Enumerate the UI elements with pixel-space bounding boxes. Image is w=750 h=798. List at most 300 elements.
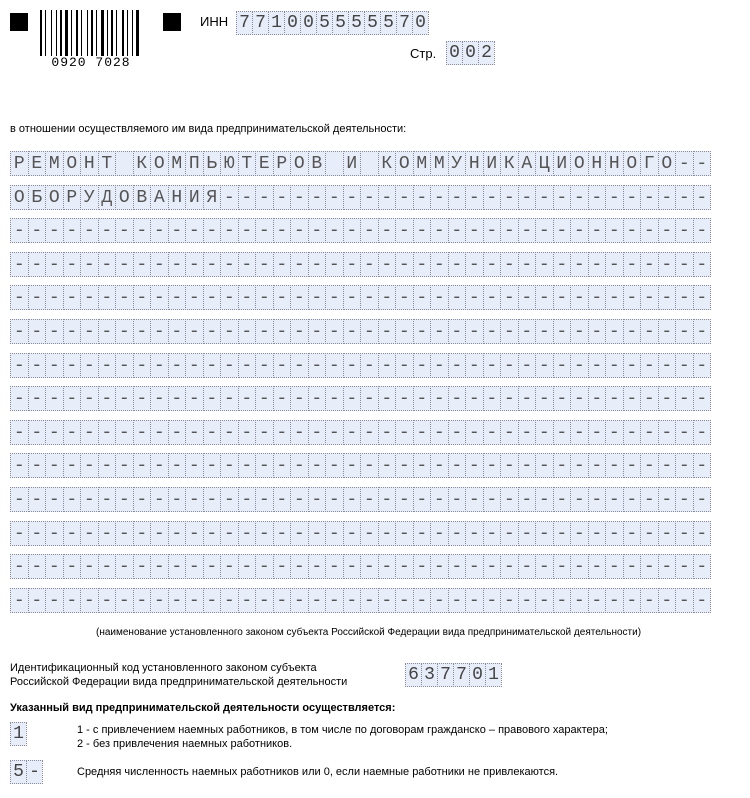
activity-char-cell: -: [535, 185, 554, 210]
activity-char-cell: -: [325, 420, 344, 445]
activity-char-cell: -: [150, 353, 169, 378]
activity-char-cell: -: [273, 487, 292, 512]
activity-char-cell: -: [80, 252, 99, 277]
inn-digit-cell: 1: [268, 11, 285, 35]
activity-char-cell: -: [255, 285, 274, 310]
activity-char-cell: -: [588, 420, 607, 445]
activity-char-cell: -: [273, 420, 292, 445]
activity-char-cell: -: [28, 285, 47, 310]
activity-char-cell: [325, 151, 344, 176]
activity-char-cell: -: [658, 319, 677, 344]
activity-char-cell: -: [553, 487, 572, 512]
activity-char-cell: -: [658, 386, 677, 411]
activity-char-cell: -: [640, 588, 659, 613]
activity-char-cell: -: [10, 487, 29, 512]
activity-char-cell: -: [325, 588, 344, 613]
activity-char-cell: -: [675, 252, 694, 277]
activity-char-cell: -: [10, 252, 29, 277]
activity-char-cell: -: [483, 218, 502, 243]
activity-char-cell: -: [255, 218, 274, 243]
activity-char-cell: -: [623, 487, 642, 512]
activity-char-cell: -: [308, 453, 327, 478]
activity-char-cell: -: [483, 521, 502, 546]
activity-char-cell: -: [465, 521, 484, 546]
activity-char-cell: -: [168, 487, 187, 512]
activity-char-cell: -: [658, 252, 677, 277]
page-number-field: [446, 41, 494, 65]
inn-digit-cell: 5: [364, 11, 381, 35]
activity-char-cell: -: [185, 319, 204, 344]
activity-char-cell: -: [413, 588, 432, 613]
activity-char-cell: -: [605, 554, 624, 579]
activity-char-cell: -: [255, 487, 274, 512]
activity-char-cell: -: [28, 588, 47, 613]
activity-char-cell: Я: [203, 185, 222, 210]
activity-char-cell: -: [168, 386, 187, 411]
activity-char-cell: -: [588, 353, 607, 378]
activity-char-cell: -: [45, 487, 64, 512]
activity-char-cell: -: [290, 521, 309, 546]
activity-char-cell: -: [220, 252, 239, 277]
activity-char-cell: -: [448, 353, 467, 378]
activity-char-cell: -: [45, 218, 64, 243]
activity-char-cell: -: [623, 218, 642, 243]
activity-char-cell: -: [570, 252, 589, 277]
activity-char-cell: -: [273, 386, 292, 411]
activity-char-cell: -: [325, 453, 344, 478]
activity-char-cell: -: [448, 386, 467, 411]
activity-char-cell: -: [360, 386, 379, 411]
activity-char-cell: -: [308, 319, 327, 344]
activity-char-cell: -: [80, 487, 99, 512]
activity-char-cell: -: [413, 521, 432, 546]
activity-char-cell: -: [413, 420, 432, 445]
activity-char-cell: -: [238, 588, 257, 613]
activity-char-cell: -: [448, 420, 467, 445]
activity-char-cell: -: [308, 285, 327, 310]
activity-char-cell: -: [185, 218, 204, 243]
activity-char-cell: -: [570, 453, 589, 478]
activity-char-cell: -: [115, 386, 134, 411]
activity-char-cell: -: [605, 319, 624, 344]
activity-char-cell: -: [115, 588, 134, 613]
activity-char-cell: -: [325, 521, 344, 546]
activity-char-cell: -: [10, 353, 29, 378]
activity-char-cell: -: [413, 453, 432, 478]
activity-char-cell: -: [588, 453, 607, 478]
activity-char-cell: -: [500, 554, 519, 579]
activity-char-cell: -: [395, 353, 414, 378]
activity-char-cell: -: [238, 386, 257, 411]
activity-char-cell: -: [150, 453, 169, 478]
activity-char-cell: -: [133, 319, 152, 344]
activity-char-cell: -: [623, 521, 642, 546]
activity-char-cell: -: [465, 386, 484, 411]
activity-char-cell: -: [63, 285, 82, 310]
activity-char-cell: -: [238, 453, 257, 478]
activity-char-cell: -: [273, 218, 292, 243]
activity-char-cell: -: [430, 319, 449, 344]
id-code-digit-cell: 1: [485, 663, 502, 687]
activity-char-cell: -: [448, 185, 467, 210]
activity-line: [10, 151, 750, 176]
activity-char-cell: -: [395, 386, 414, 411]
activity-char-cell: -: [80, 319, 99, 344]
activity-char-cell: -: [483, 420, 502, 445]
activity-char-cell: -: [483, 453, 502, 478]
activity-char-cell: -: [553, 218, 572, 243]
activity-char-cell: О: [290, 151, 309, 176]
activity-char-cell: М: [168, 151, 187, 176]
activity-char-cell: -: [378, 319, 397, 344]
activity-char-cell: -: [378, 185, 397, 210]
activity-char-cell: -: [63, 386, 82, 411]
activity-char-cell: -: [343, 487, 362, 512]
activity-char-cell: М: [413, 151, 432, 176]
activity-char-cell: -: [133, 353, 152, 378]
activity-char-cell: -: [220, 521, 239, 546]
activity-char-cell: -: [430, 218, 449, 243]
activity-char-cell: -: [28, 218, 47, 243]
id-code-field: [405, 663, 501, 687]
activity-char-cell: -: [395, 285, 414, 310]
activity-char-cell: -: [308, 386, 327, 411]
activity-char-cell: -: [658, 285, 677, 310]
activity-char-cell: -: [255, 252, 274, 277]
activity-char-cell: -: [80, 353, 99, 378]
activity-char-cell: -: [308, 521, 327, 546]
activity-char-cell: -: [343, 218, 362, 243]
activity-char-cell: -: [10, 420, 29, 445]
inn-digit-cell: 5: [380, 11, 397, 35]
activity-line: [10, 588, 750, 613]
activity-char-cell: -: [518, 218, 537, 243]
activity-char-cell: -: [290, 319, 309, 344]
activity-char-cell: Т: [98, 151, 117, 176]
activity-char-cell: -: [273, 588, 292, 613]
activity-char-cell: -: [535, 353, 554, 378]
activity-char-cell: -: [483, 588, 502, 613]
activity-char-cell: -: [115, 218, 134, 243]
activity-char-cell: -: [465, 554, 484, 579]
activity-char-cell: -: [500, 386, 519, 411]
activity-char-cell: -: [343, 185, 362, 210]
activity-char-cell: -: [658, 554, 677, 579]
activity-char-cell: -: [623, 319, 642, 344]
activity-char-cell: -: [378, 453, 397, 478]
mode-option-2: 2 - без привлечения наемных работников.: [77, 738, 293, 750]
activity-char-cell: -: [448, 319, 467, 344]
activity-char-cell: -: [553, 285, 572, 310]
activity-char-cell: -: [80, 420, 99, 445]
activity-char-cell: -: [133, 554, 152, 579]
activity-char-cell: -: [115, 319, 134, 344]
activity-char-cell: -: [535, 218, 554, 243]
activity-char-cell: -: [133, 420, 152, 445]
activity-char-cell: -: [430, 521, 449, 546]
inn-digit-cell: 7: [396, 11, 413, 35]
activity-char-cell: -: [535, 588, 554, 613]
activity-char-cell: -: [343, 554, 362, 579]
activity-char-cell: -: [535, 521, 554, 546]
activity-char-cell: -: [483, 285, 502, 310]
activity-char-cell: -: [325, 554, 344, 579]
activity-char-cell: -: [500, 588, 519, 613]
inn-digit-cell: 0: [300, 11, 317, 35]
activity-char-cell: -: [518, 185, 537, 210]
activity-char-cell: -: [448, 554, 467, 579]
activity-char-cell: -: [63, 319, 82, 344]
activity-char-cell: -: [360, 420, 379, 445]
activity-char-cell: -: [500, 252, 519, 277]
activity-char-cell: -: [570, 588, 589, 613]
activity-char-cell: -: [605, 386, 624, 411]
activity-char-cell: -: [150, 218, 169, 243]
activity-char-cell: А: [518, 151, 537, 176]
activity-char-cell: -: [413, 285, 432, 310]
inn-field: [236, 11, 428, 35]
activity-char-cell: -: [290, 487, 309, 512]
activity-char-cell: -: [168, 218, 187, 243]
activity-char-cell: -: [290, 420, 309, 445]
activity-char-cell: Ц: [535, 151, 554, 176]
mode-option-1: 1 - с привлечением наемных работников, в том числе по договорам гражданско – правового характера;: [77, 724, 608, 736]
activity-char-cell: -: [483, 554, 502, 579]
activity-char-cell: -: [395, 252, 414, 277]
activity-char-cell: -: [675, 487, 694, 512]
activity-char-cell: -: [360, 218, 379, 243]
activity-char-cell: -: [693, 319, 712, 344]
mode-heading: Указанный вид предпринимательской деятельности осуществляется:: [10, 702, 396, 714]
activity-char-cell: -: [185, 521, 204, 546]
activity-char-cell: -: [133, 521, 152, 546]
activity-char-cell: -: [150, 420, 169, 445]
activity-char-cell: -: [150, 386, 169, 411]
activity-char-cell: -: [220, 319, 239, 344]
activity-char-cell: -: [10, 521, 29, 546]
id-code-digit-cell: 6: [405, 663, 422, 687]
activity-char-cell: -: [238, 319, 257, 344]
activity-char-cell: -: [395, 218, 414, 243]
activity-char-cell: -: [570, 420, 589, 445]
activity-char-cell: -: [483, 185, 502, 210]
activity-char-cell: -: [63, 554, 82, 579]
activity-char-cell: -: [45, 420, 64, 445]
activity-char-cell: -: [238, 353, 257, 378]
activity-char-cell: -: [413, 554, 432, 579]
activity-line: [10, 285, 750, 310]
activity-char-cell: -: [115, 521, 134, 546]
headcount-label: Средняя численность наемных работников или 0, если наемные работники не привлекаются.: [77, 766, 559, 778]
activity-char-cell: Б: [28, 185, 47, 210]
activity-char-cell: -: [343, 252, 362, 277]
activity-char-cell: -: [255, 319, 274, 344]
activity-char-cell: -: [133, 453, 152, 478]
activity-char-cell: -: [500, 487, 519, 512]
activity-char-cell: -: [98, 218, 117, 243]
activity-char-cell: -: [465, 218, 484, 243]
activity-char-cell: -: [255, 521, 274, 546]
activity-char-cell: -: [273, 521, 292, 546]
activity-char-cell: -: [553, 386, 572, 411]
activity-char-cell: -: [203, 420, 222, 445]
activity-char-cell: -: [500, 521, 519, 546]
activity-char-cell: -: [430, 252, 449, 277]
activity-char-cell: -: [168, 285, 187, 310]
activity-char-cell: -: [465, 252, 484, 277]
activity-char-cell: -: [518, 554, 537, 579]
activity-char-cell: -: [325, 487, 344, 512]
activity-char-cell: -: [675, 588, 694, 613]
activity-char-cell: -: [80, 285, 99, 310]
activity-char-cell: -: [500, 285, 519, 310]
activity-char-cell: И: [483, 151, 502, 176]
barcode-number: 0920 7028: [39, 56, 143, 70]
mode-digit-cell: 1: [10, 722, 27, 746]
activity-char-cell: -: [430, 185, 449, 210]
activity-char-cell: Н: [588, 151, 607, 176]
headcount-field: [10, 760, 42, 784]
activity-char-cell: -: [623, 252, 642, 277]
activity-char-cell: -: [693, 487, 712, 512]
activity-char-cell: -: [378, 521, 397, 546]
activity-char-cell: -: [98, 252, 117, 277]
activity-char-cell: -: [675, 151, 694, 176]
activity-char-cell: -: [588, 218, 607, 243]
inn-digit-cell: 0: [412, 11, 429, 35]
activity-char-cell: -: [675, 185, 694, 210]
activity-char-cell: -: [658, 487, 677, 512]
activity-char-cell: -: [588, 252, 607, 277]
activity-char-cell: -: [133, 218, 152, 243]
inn-label: ИНН: [200, 14, 229, 29]
activity-char-cell: К: [378, 151, 397, 176]
activity-char-cell: -: [203, 252, 222, 277]
activity-char-cell: -: [588, 554, 607, 579]
activity-char-cell: -: [465, 487, 484, 512]
activity-char-cell: -: [290, 353, 309, 378]
activity-char-cell: Н: [465, 151, 484, 176]
headcount-digit-cell: 5: [10, 760, 27, 784]
activity-char-cell: -: [430, 487, 449, 512]
activity-char-cell: -: [378, 420, 397, 445]
activity-char-cell: -: [623, 185, 642, 210]
activity-char-cell: -: [63, 487, 82, 512]
activity-char-cell: -: [80, 386, 99, 411]
activity-char-cell: -: [465, 453, 484, 478]
activity-char-cell: -: [290, 554, 309, 579]
activity-char-cell: -: [553, 554, 572, 579]
activity-char-cell: -: [518, 319, 537, 344]
activity-char-cell: -: [98, 588, 117, 613]
activity-char-cell: -: [675, 353, 694, 378]
activity-char-cell: -: [290, 285, 309, 310]
activity-char-cell: -: [553, 420, 572, 445]
activity-caption: (наименование установленного законом субъекта Российской Федерации вида предпринимательской деятельности): [96, 627, 642, 638]
activity-char-cell: -: [395, 319, 414, 344]
activity-char-cell: -: [535, 386, 554, 411]
activity-char-cell: -: [658, 420, 677, 445]
activity-char-cell: -: [185, 420, 204, 445]
activity-char-cell: -: [185, 353, 204, 378]
activity-char-cell: -: [255, 554, 274, 579]
activity-char-cell: -: [273, 252, 292, 277]
activity-char-cell: -: [588, 521, 607, 546]
activity-char-cell: -: [623, 554, 642, 579]
activity-char-cell: -: [675, 521, 694, 546]
activity-char-cell: -: [80, 588, 99, 613]
activity-char-cell: -: [238, 218, 257, 243]
page-label: Стр.: [410, 46, 437, 61]
activity-char-cell: -: [640, 285, 659, 310]
activity-char-cell: -: [343, 453, 362, 478]
activity-char-cell: -: [413, 319, 432, 344]
activity-char-cell: -: [465, 353, 484, 378]
activity-char-cell: -: [325, 319, 344, 344]
activity-char-cell: -: [290, 386, 309, 411]
activity-char-cell: -: [203, 554, 222, 579]
activity-char-cell: -: [588, 319, 607, 344]
activity-char-cell: Г: [640, 151, 659, 176]
activity-char-cell: -: [553, 319, 572, 344]
activity-char-cell: -: [28, 319, 47, 344]
activity-char-cell: -: [98, 319, 117, 344]
activity-char-cell: -: [80, 554, 99, 579]
activity-char-cell: -: [535, 487, 554, 512]
activity-char-cell: -: [570, 218, 589, 243]
activity-char-cell: -: [63, 218, 82, 243]
activity-char-cell: Р: [273, 151, 292, 176]
activity-char-cell: -: [343, 521, 362, 546]
activity-char-cell: -: [500, 218, 519, 243]
activity-char-cell: -: [605, 521, 624, 546]
activity-line: [10, 319, 750, 344]
activity-char-cell: -: [360, 185, 379, 210]
activity-char-cell: -: [395, 185, 414, 210]
activity-char-cell: -: [518, 453, 537, 478]
activity-char-cell: -: [63, 521, 82, 546]
activity-char-cell: -: [220, 353, 239, 378]
activity-char-cell: -: [623, 386, 642, 411]
activity-char-cell: О: [658, 151, 677, 176]
id-code-digit-cell: 7: [453, 663, 470, 687]
activity-char-cell: -: [553, 185, 572, 210]
activity-char-cell: А: [150, 185, 169, 210]
activity-char-cell: -: [238, 521, 257, 546]
activity-char-cell: -: [693, 554, 712, 579]
activity-char-cell: -: [273, 319, 292, 344]
registration-marker-left: [10, 13, 28, 31]
activity-char-cell: -: [238, 185, 257, 210]
activity-char-cell: Ю: [220, 151, 239, 176]
activity-char-cell: -: [150, 487, 169, 512]
activity-char-cell: -: [238, 252, 257, 277]
activity-char-cell: -: [45, 453, 64, 478]
activity-char-cell: -: [483, 386, 502, 411]
activity-char-cell: -: [185, 252, 204, 277]
activity-char-cell: -: [570, 319, 589, 344]
activity-char-cell: -: [570, 521, 589, 546]
activity-char-cell: -: [535, 319, 554, 344]
activity-char-cell: -: [10, 285, 29, 310]
activity-char-cell: -: [623, 453, 642, 478]
activity-char-cell: -: [658, 353, 677, 378]
activity-char-cell: -: [430, 386, 449, 411]
activity-char-cell: -: [640, 185, 659, 210]
activity-char-cell: -: [693, 386, 712, 411]
activity-char-cell: -: [483, 319, 502, 344]
activity-char-cell: -: [430, 453, 449, 478]
